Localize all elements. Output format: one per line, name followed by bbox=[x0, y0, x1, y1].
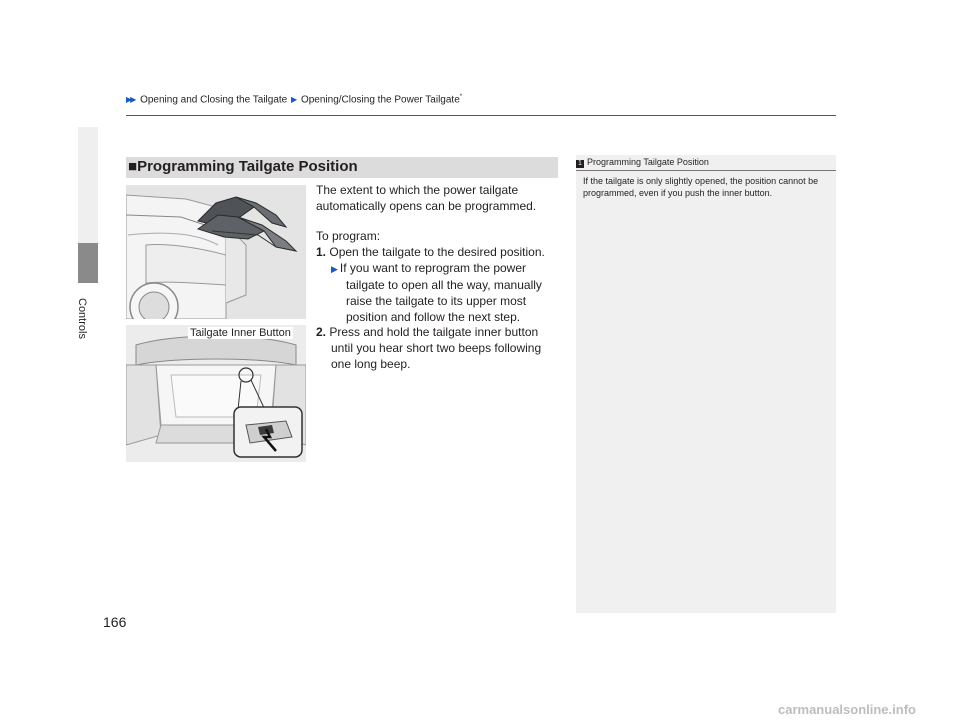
section-square-icon: ■ bbox=[128, 158, 138, 175]
breadcrumb-item-2[interactable]: Opening/Closing the Power Tailgate bbox=[300, 94, 460, 106]
breadcrumb-asterisk: * bbox=[459, 94, 463, 100]
step-2-number: 2. bbox=[316, 325, 327, 339]
note-number-icon: 1 bbox=[576, 160, 584, 168]
figure-label-inner-button: Tailgate Inner Button bbox=[190, 327, 291, 339]
breadcrumb-arrow-icon: ▶▶ bbox=[126, 95, 135, 105]
watermark: carmanualsonline.info bbox=[778, 702, 916, 717]
tailgate-interior-drawing bbox=[126, 325, 306, 462]
tailgate-inner-button-illustration bbox=[126, 325, 306, 462]
step-1-subnote: ▶ If you want to reprogram the power tailgate to open all the way, manually raise the tailgate to its upper most position and follow the next step. bbox=[331, 261, 542, 324]
intro-paragraph: The extent to which the power tailgate automatically opens can be programmed. bbox=[316, 183, 537, 213]
subnote-arrow-icon: ▶ bbox=[331, 264, 336, 274]
step-1-text: Open the tailgate to the desired position. bbox=[329, 245, 545, 259]
step-1 bbox=[316, 244, 545, 260]
tailgate-open-drawing bbox=[126, 185, 306, 319]
side-note-title: 1 Programming Tailgate Position bbox=[576, 157, 709, 168]
breadcrumb bbox=[126, 94, 462, 105]
breadcrumb-separator-icon: ▶ bbox=[291, 95, 296, 105]
sidebar-tab-marker bbox=[78, 243, 98, 283]
side-note-divider bbox=[576, 170, 836, 171]
tailgate-open-illustration bbox=[126, 185, 306, 319]
to-program-label: To program: bbox=[316, 229, 381, 243]
breadcrumb-item-1[interactable]: Opening and Closing the Tailgate bbox=[140, 94, 288, 106]
section-title: ■Programming Tailgate Position bbox=[128, 158, 358, 175]
side-note-panel bbox=[576, 155, 836, 613]
side-note-text: If the tailgate is only slightly opened, the position cannot be programmed, even if you push the inner button. bbox=[583, 176, 819, 198]
header-divider bbox=[126, 115, 836, 116]
page-number: 166 bbox=[103, 614, 127, 630]
step-2: 2. Press and hold the tailgate inner button until you hear short two beeps following one long beep. bbox=[316, 325, 542, 371]
sidebar-label-text: Controls bbox=[76, 298, 88, 339]
step-1-number: 1. bbox=[316, 245, 327, 259]
sidebar-label bbox=[76, 298, 96, 358]
